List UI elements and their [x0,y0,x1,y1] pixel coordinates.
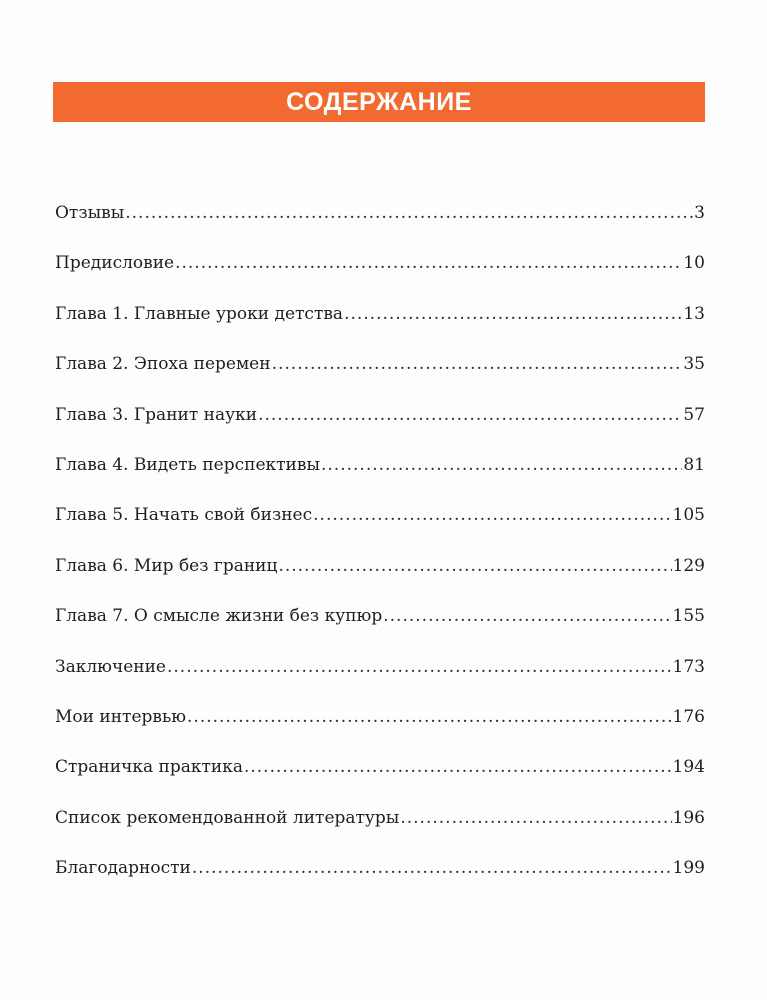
dot-leader [258,402,682,428]
dot-leader [313,502,671,528]
dot-leader [167,654,672,680]
toc-entry-page: 155 [672,606,705,627]
toc-entry-page: 10 [683,253,705,274]
contents-title-bar [53,82,705,122]
toc-entry-label: Список рекомендованной литературы [55,807,400,828]
toc-entry [55,502,705,552]
dot-leader [321,452,682,478]
toc-entry-page: 3 [694,203,705,223]
toc-entry-page: 81 [683,454,705,475]
dot-leader [175,250,682,276]
toc-entry [55,805,705,855]
toc-entry [55,704,705,754]
toc-entry-label: Заключение [55,656,166,677]
toc-entry-label: Отзывы [55,203,125,223]
toc-entry-label: Глава 1. Главные уроки детства [55,303,344,324]
toc-entry [55,402,705,452]
toc-entry-label: Мои интервью [55,706,187,727]
toc-entry-page: 173 [672,656,705,677]
toc-entry-page: 176 [672,706,705,727]
dot-leader [244,754,672,780]
toc-entry-label: Глава 6. Мир без границ [55,555,278,576]
dot-leader [125,200,693,226]
toc-entry [55,301,705,351]
toc-entry-label: Глава 3. Гранит науки [55,404,258,425]
contents-title: СОДЕРЖАНИЕ [286,87,472,116]
dot-leader [187,704,672,730]
toc-entry [55,250,705,300]
dot-leader [272,351,683,377]
toc-entry [55,553,705,603]
toc-entry [55,754,705,804]
toc-entry [55,855,705,905]
toc-entry [55,351,705,401]
toc-entry-label: Благодарности [55,858,191,879]
toc-entry [55,200,705,250]
toc-entry-page: 194 [672,757,705,778]
dot-leader [192,855,672,881]
toc-entry-label: Глава 7. О смысле жизни без купюр [55,606,383,627]
toc-entry-label: Предисловие [55,253,175,274]
toc-entry-page: 199 [672,858,705,879]
table-of-contents [55,200,705,905]
toc-entry-page: 196 [672,807,705,828]
toc-entry [55,452,705,502]
dot-leader [383,603,671,629]
toc-entry-page: 57 [683,404,705,425]
toc-entry-label: Глава 5. Начать свой бизнес [55,505,313,526]
toc-entry-label: Страничка практика [55,757,243,778]
toc-entry [55,654,705,704]
toc-entry-label: Глава 2. Эпоха перемен [55,354,271,375]
toc-entry [55,603,705,653]
toc-entry-page: 105 [672,505,705,526]
toc-entry-page: 129 [672,555,705,576]
dot-leader [278,553,671,579]
toc-entry-page: 35 [683,354,705,375]
toc-entry-label: Глава 4. Видеть перспективы [55,454,320,475]
toc-entry-page: 13 [683,303,705,324]
dot-leader [400,805,671,831]
dot-leader [344,301,682,327]
